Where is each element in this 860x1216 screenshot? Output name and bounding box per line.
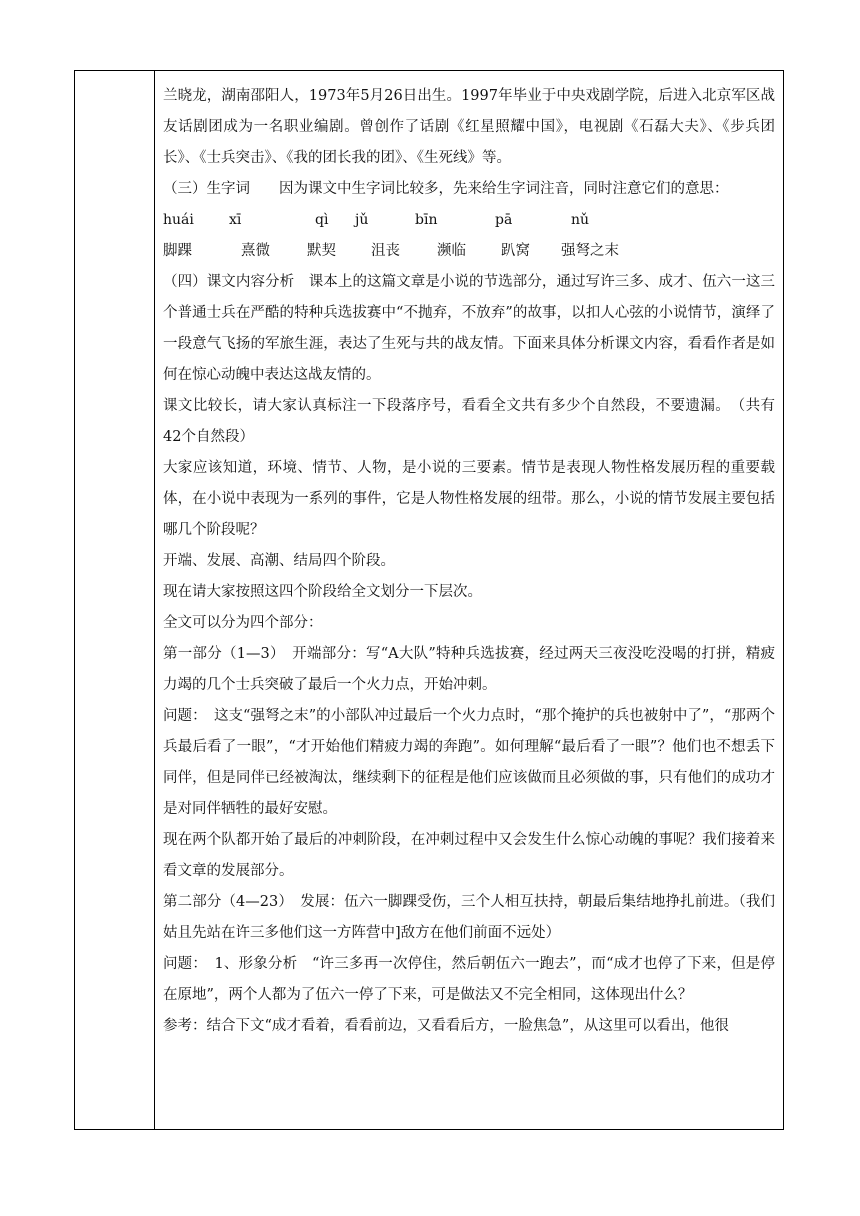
pinyin-item: bīn [415,212,438,228]
pinyin-item: huái [163,212,194,228]
lesson-table [74,70,784,1130]
pinyin-item: qì [315,212,329,228]
word-item: 脚踝 [163,243,192,259]
question-one-paragraph: 问题： 这支“强弩之末”的小部队冲过最后一个火力点时，“那个掩护的兵也被射中了”，“那两个兵最后看了一眼”，“才开始他们精疲力竭的奔跑”。如何理解“最后看了一眼”？他们也不想丢下同伴，但是同伴已经被淘汰，继续剩下的征程是他们应该做而且必须做的事，只有他们的成功才是对同伴牺牲的最好安慰。 [163,708,775,817]
pinyin-row [163,205,775,236]
reference-paragraph: 参考：结合下文“成才看着，看看前边，又看看后方，一脸焦急”，从这里可以看出，他很 [163,1018,729,1034]
word-item: 强弩之末 [561,243,619,259]
four-parts-paragraph: 全文可以分为四个部分： [163,615,323,631]
novel-elements-paragraph: 大家应该知道，环境、情节、人物，是小说的三要素。情节是表现人物性格发展历程的重要载体，在小说中表现为一系列的事件，它是人物性格发展的纽带。那么，小说的情节发展主要包括哪几个阶段呢？ [163,460,775,538]
left-column-cell [75,71,155,1129]
part-two-paragraph: 第二部分（4—23） 发展：伍六一脚踝受伤，三个人相互扶持，朝最后集结地挣扎前进。（我们姑且先站在许三多他们这一方阵营中]敌方在他们前面不远处） [163,894,775,941]
question-two-paragraph: 问题： 1、形象分析 “许三多再一次停住，然后朝伍六一跑去”，而“成才也停了下来，但是停在原地”，两个人都为了伍六一停了下来，可是做法又不完全相同，这体现出什么？ [163,956,775,1003]
word-item: 濒临 [437,243,466,259]
divide-instruction-paragraph: 现在请大家按照这四个阶段给全文划分一下层次。 [163,584,482,600]
pinyin-item: jǔ [355,212,369,228]
word-item: 默契 [307,243,336,259]
part-one-paragraph: 第一部分（1—3） 开端部分：写“A大队”特种兵选拔赛，经过两天三夜没吃没喝的打拼，精疲力竭的几个士兵突破了最后一个火力点，开始冲刺。 [163,646,775,693]
pinyin-item: xī [229,212,242,228]
pinyin-item: nǔ [571,212,590,228]
word-item: 熹微 [241,243,270,259]
plot-stages-paragraph: 开端、发展、高潮、结局四个阶段。 [163,553,395,569]
pinyin-item: pā [495,212,513,228]
transition-paragraph: 现在两个队都开始了最后的冲刺阶段，在冲刺过程中又会发生什么惊心动魄的事呢？我们接着来看文章的发展部分。 [163,832,775,879]
analysis-intro-paragraph: （四）课文内容分析 课本上的这篇文章是小说的节选部分，通过写许三多、成才、伍六一这三个普通士兵在严酷的特种兵选拔赛中“不抛弃，不放弃”的故事，以扣人心弦的小说情节，演绎了一段意气飞扬的军旅生涯，表达了生死与共的战友情。下面来具体分析课文内容，看看作者是如何在惊心动魄中表达这战友情的。 [163,274,775,383]
paragraph-count-paragraph: 课文比较长，请大家认真标注一下段落序号，看看全文共有多少个自然段，不要遗漏。 （共有42个自然段） [163,398,775,445]
new-words-heading: （三）生字词 因为课文中生字词比较多，先来给生字词注音，同时注意它们的意思： [163,181,729,197]
word-item: 沮丧 [371,243,400,259]
word-item: 趴窝 [501,243,530,259]
word-row [163,236,775,267]
content-cell [163,81,775,1042]
author-bio-paragraph: 兰晓龙，湖南邵阳人，1973年5月26日出生。1997年毕业于中央戏剧学院，后进入北京军区战友话剧团成为一名职业编剧。曾创作了话剧《红星照耀中国》，电视剧《石磊大夫》、《步兵团长》、《士兵突击》、《我的团长我的团》、《生死线》等。 [163,88,775,166]
